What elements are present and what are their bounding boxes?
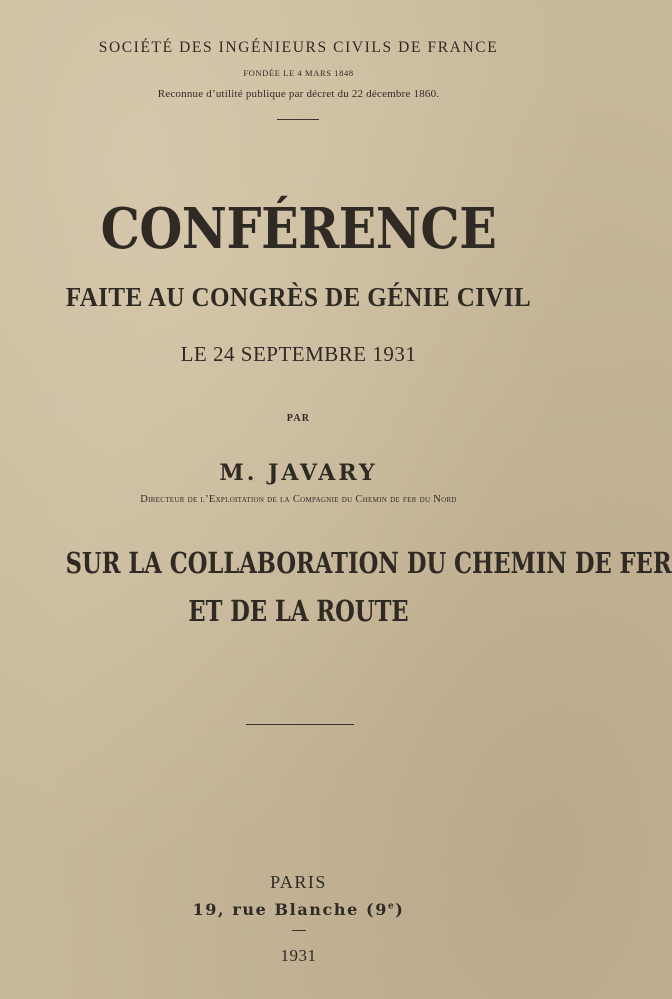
address-close: ) [395, 900, 405, 919]
imprint-divider [292, 930, 306, 931]
society-name: SOCIÉTÉ DES INGÉNIEURS CIVILS DE FRANCE [98, 39, 499, 56]
topic-line-1: SUR LA COLLABORATION DU CHEMIN DE FER [65, 546, 672, 580]
document-title: CONFÉRENCE [100, 196, 497, 262]
document-subtitle: FAITE AU CONGRÈS DE GÉNIE CIVIL [65, 282, 532, 312]
publisher-address [0, 900, 597, 919]
conference-date: LE 24 SEPTEMBRE 1931 [180, 342, 417, 366]
author-position: Directeur de l’Exploitation de la Compagnie du Chemin de fer du Nord [140, 494, 457, 505]
publication-city: PARIS [270, 872, 327, 892]
publication-year: 1931 [280, 946, 317, 965]
address-superscript: e [387, 901, 396, 912]
recognition-note: Reconnue d’utilité publique par décret du 22 décembre 1860. [157, 88, 440, 100]
author-name: M. JAVARY [219, 460, 378, 486]
topic-divider [246, 724, 354, 725]
header-divider [277, 119, 319, 120]
by-label: PAR [286, 413, 311, 424]
founding-date: FONDÉE LE 4 MARS 1848 [243, 68, 354, 78]
topic-line-2: ET DE LA ROUTE [188, 594, 409, 628]
address-text: 19, rue Blanche (9 [192, 900, 388, 919]
